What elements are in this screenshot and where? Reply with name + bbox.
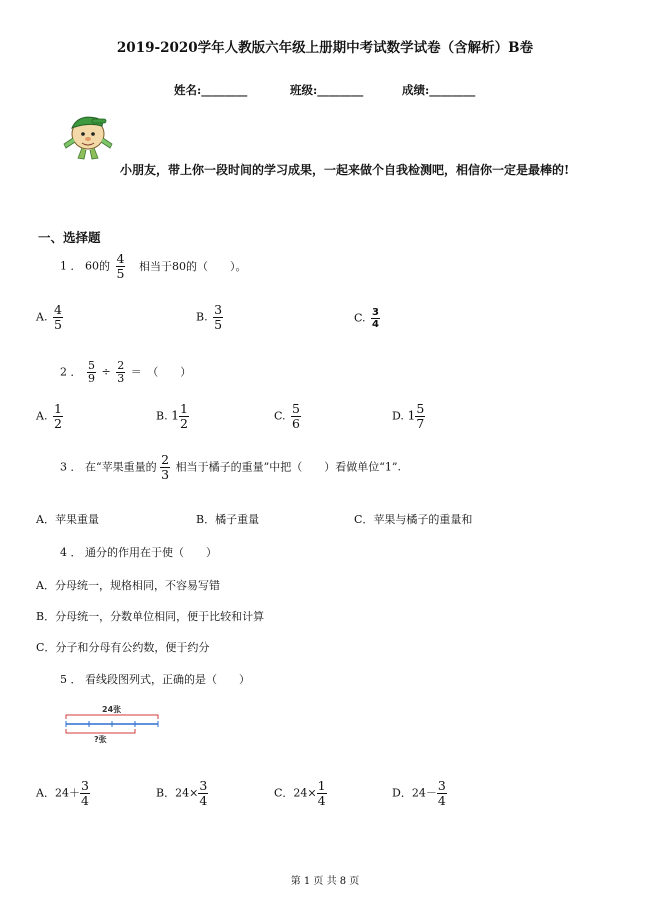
question-4 <box>60 544 217 560</box>
question-text: 60的 <box>85 259 110 273</box>
q1-option-b[interactable]: B. $\frac{3}{5}$ <box>196 302 223 332</box>
line-segment-diagram <box>62 702 162 744</box>
fraction: $\frac{4}{5}$ <box>116 251 125 281</box>
q3-option-a[interactable]: A．苹果重量 <box>36 513 99 526</box>
q5-option-b[interactable]: B．24× $\frac{3}{4}$ <box>156 778 208 808</box>
q2-option-c[interactable]: C. $\frac{5}{6}$ <box>274 401 300 431</box>
score-field-label: 成绩:________ <box>402 83 476 97</box>
question-text: 在“苹果重量的 <box>85 460 157 474</box>
q4-option-a[interactable]: A．分母统一，规格相同，不容易写错 <box>36 579 220 592</box>
question-5 <box>60 671 250 687</box>
name-field-label: 姓名:________ <box>174 83 248 97</box>
segment-part-label: ?张 <box>94 735 107 744</box>
q4-option-c[interactable]: C．分子和分母有公约数，便于约分 <box>36 641 210 654</box>
question-number: 2 ． <box>60 365 82 379</box>
question-number: 5 ． <box>60 673 82 686</box>
question-text: 看线段图列式，正确的是（ ） <box>85 673 250 686</box>
q2-option-d[interactable]: D. 1 $\frac{5}{7}$ <box>392 401 425 431</box>
q1-option-c[interactable]: C. $\frac{3}{4}$ <box>354 307 379 330</box>
operator: ÷ <box>101 365 111 379</box>
page-footer: 第 1 页 共 8 页 <box>290 876 360 887</box>
question-text: 通分的作用在于使（ ） <box>85 546 217 559</box>
section-heading-choice: 一、选择题 <box>38 230 101 245</box>
mascot-illustration <box>58 110 118 162</box>
q3-option-c[interactable]: C．苹果与橘子的重量和 <box>354 513 473 526</box>
question-text: 相当于80的（ ）。 <box>138 259 247 273</box>
total-brace <box>66 715 158 719</box>
q2-option-a[interactable]: A. $\frac{1}{2}$ <box>36 401 62 431</box>
fraction: $\frac{2}{3}$ <box>161 452 170 482</box>
question-3 <box>60 453 401 482</box>
page-title: 2019-2020学年人教版六年级上册期中考试数学试卷（含解析）B卷 <box>116 40 534 56</box>
q5-option-c[interactable]: C．24× $\frac{1}{4}$ <box>274 778 326 808</box>
segment-total-label: 24张 <box>102 705 122 714</box>
q4-option-b[interactable]: B．分母统一，分数单位相同，便于比较和计算 <box>36 610 265 623</box>
q2-option-b[interactable]: B. 1 $\frac{1}{2}$ <box>156 401 188 431</box>
fraction: $\frac{2}{3}$ <box>117 359 125 385</box>
part-brace <box>66 729 135 733</box>
question-number: 3 ． <box>60 460 82 474</box>
greeting-text: 小朋友，带上你一段时间的学习成果，一起来做个自我检测吧，相信你一定是最棒的! <box>120 163 570 177</box>
question-text: 相当于橘子的重量”中把（ ）看做单位“1”. <box>175 460 401 474</box>
q1-option-a[interactable]: A. $\frac{4}{5}$ <box>36 302 62 332</box>
question-text: ＝ （ ） <box>130 365 192 379</box>
question-number: 1 ． <box>60 259 82 273</box>
question-1 <box>60 252 246 281</box>
q5-option-d[interactable]: D．24－ $\frac{3}{4}$ <box>392 778 446 808</box>
class-field-label: 班级:________ <box>290 83 364 97</box>
question-number: 4 ． <box>60 546 82 559</box>
q5-option-a[interactable]: A．24＋ $\frac{3}{4}$ <box>36 778 89 808</box>
question-2 <box>60 360 191 385</box>
q3-option-b[interactable]: B．橘子重量 <box>196 513 260 526</box>
fraction: $\frac{5}{9}$ <box>88 359 95 385</box>
